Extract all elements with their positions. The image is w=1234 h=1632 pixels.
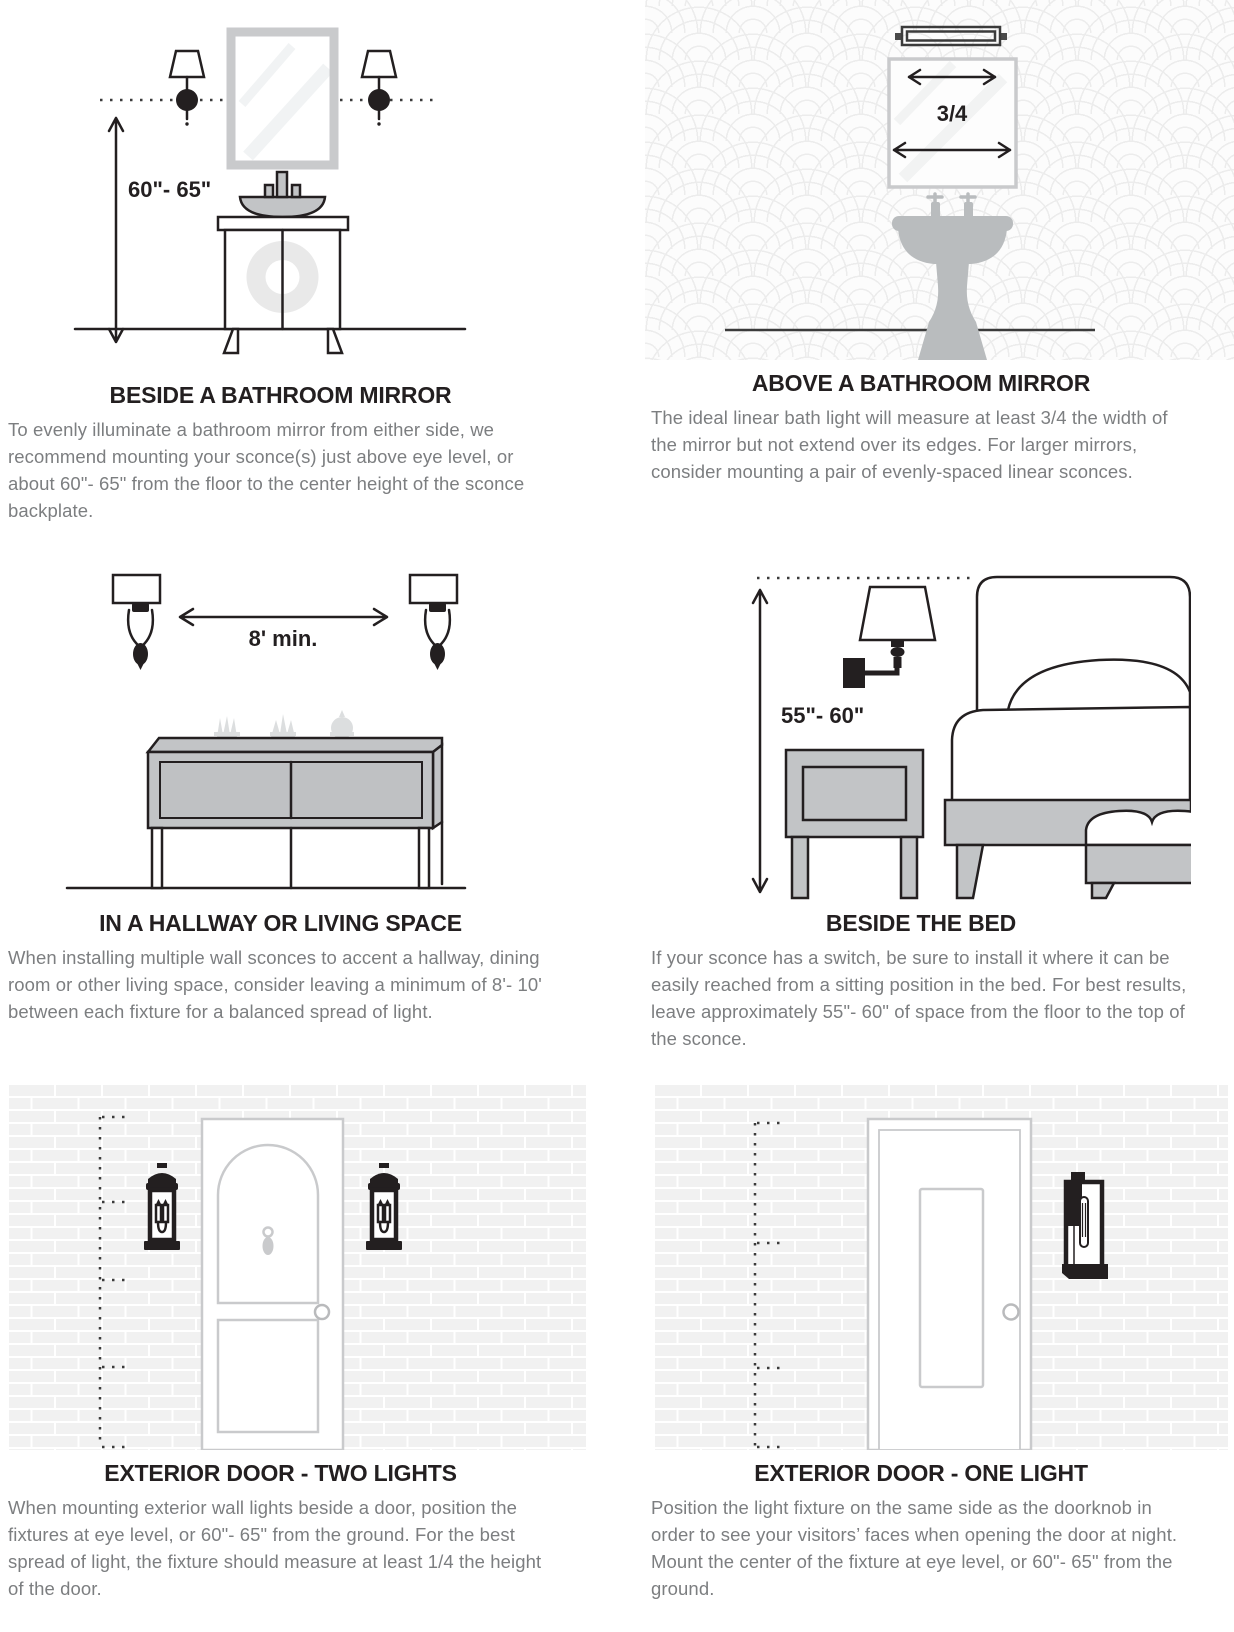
row-bathroom — [0, 0, 1234, 521]
exterior-two-illustration — [9, 1085, 579, 1450]
doorknob — [1004, 1305, 1019, 1320]
panel-above-bathroom-mirror — [617, 0, 1234, 524]
panel-body: When installing multiple wall sconces to accent a hallway, dining room or other living space, consider leaving a minimum of 8'- 10' between each fixture for a balanced spread of light. — [8, 947, 542, 1022]
exterior-one-illustration — [655, 1085, 1225, 1450]
panel-exterior-two-lights — [0, 1060, 617, 1632]
console-table — [148, 738, 442, 888]
above-mirror-illustration — [651, 0, 1234, 360]
panel-body: To evenly illuminate a bathroom mirror from either side, we recommend mounting your sconce(s) just above eye level, or about 60"- 65" from the floor to the center height of the sconce backplate. — [8, 419, 525, 521]
bench — [1086, 811, 1191, 898]
height-label: 55"- 60" — [781, 703, 865, 728]
panel-title: BESIDE THE BED — [825, 910, 1017, 936]
pedestal-sink — [892, 194, 1013, 360]
panel-body: Position the light fixture on the same side as the doorknob in order to see your visitors’ faces when opening the door at night. Mount the center of the fixture at eye level, or 60"- 65" from the ground. — [651, 1497, 1178, 1599]
modern-lantern-icon — [1062, 1172, 1108, 1279]
beside-mirror-figure — [8, 0, 553, 372]
panel-exterior-one-light — [617, 1060, 1234, 1632]
beside-bed-illustration — [651, 540, 1191, 900]
ratio-label: 3/4 — [936, 101, 968, 126]
panel-beside-the-bed — [617, 512, 1234, 1060]
sconce-icon-left — [113, 575, 160, 670]
door — [868, 1119, 1031, 1450]
nightstand — [786, 750, 923, 898]
linear-bath-light — [895, 27, 1007, 45]
door — [202, 1119, 343, 1450]
mirror — [231, 32, 334, 165]
exterior-two-figure — [9, 1085, 586, 1450]
panel-title: IN A HALLWAY OR LIVING SPACE — [99, 910, 462, 936]
measure-ruler — [755, 1123, 787, 1447]
spacing-label: 8' min. — [248, 626, 318, 651]
beside-bed-figure — [651, 540, 1191, 900]
exterior-one-figure — [655, 1085, 1228, 1450]
panel-body: The ideal linear bath light will measure at least 3/4 the width of the mirror but not extend over its edges. For larger mirrors, consider mounting a pair of evenly-spaced linear sconces. — [651, 407, 1168, 482]
measure-ruler — [100, 1117, 132, 1447]
panel-title: ABOVE A BATHROOM MIRROR — [751, 370, 1091, 396]
panel-title: EXTERIOR DOOR - TWO LIGHTS — [104, 1460, 457, 1486]
sconce-icon-left — [170, 51, 204, 126]
panel-beside-bathroom-mirror — [0, 0, 617, 524]
lantern-icon-left — [144, 1163, 180, 1250]
panel-body: If your sconce has a switch, be sure to install it where it can be easily reached from a sitting position in the bed. For best results, leave approximately 55"- 60" of space from the floor to the top of the sconce. — [651, 947, 1187, 1049]
row-exterior — [0, 1060, 1234, 1632]
beside-mirror-illustration — [8, 0, 548, 372]
panel-title: BESIDE A BATHROOM MIRROR — [109, 382, 452, 408]
lantern-icon-right — [366, 1163, 402, 1250]
sconce-icon-right — [362, 51, 396, 126]
swing-arm-sconce-icon — [843, 587, 935, 688]
vanity — [218, 172, 348, 353]
above-mirror-figure — [645, 0, 1234, 360]
panel-body: When mounting exterior wall lights beside a door, position the fixtures at eye level, or 60"- 65" from the ground. For the best spread of light, the fixture should measure at least 1/4 the height of the door. — [8, 1497, 542, 1599]
hallway-illustration — [8, 540, 548, 900]
height-arrow — [753, 590, 767, 892]
panel-hallway-living-space — [0, 512, 617, 1060]
height-label: 60"- 65" — [128, 177, 212, 202]
height-arrow — [109, 118, 123, 342]
doorknob — [315, 1305, 329, 1319]
hallway-figure — [8, 540, 553, 900]
panel-title: EXTERIOR DOOR - ONE LIGHT — [754, 1460, 1088, 1486]
spacing-arrow — [180, 609, 387, 625]
sconce-icon-right — [410, 575, 457, 670]
row-living-bed — [0, 512, 1234, 1060]
